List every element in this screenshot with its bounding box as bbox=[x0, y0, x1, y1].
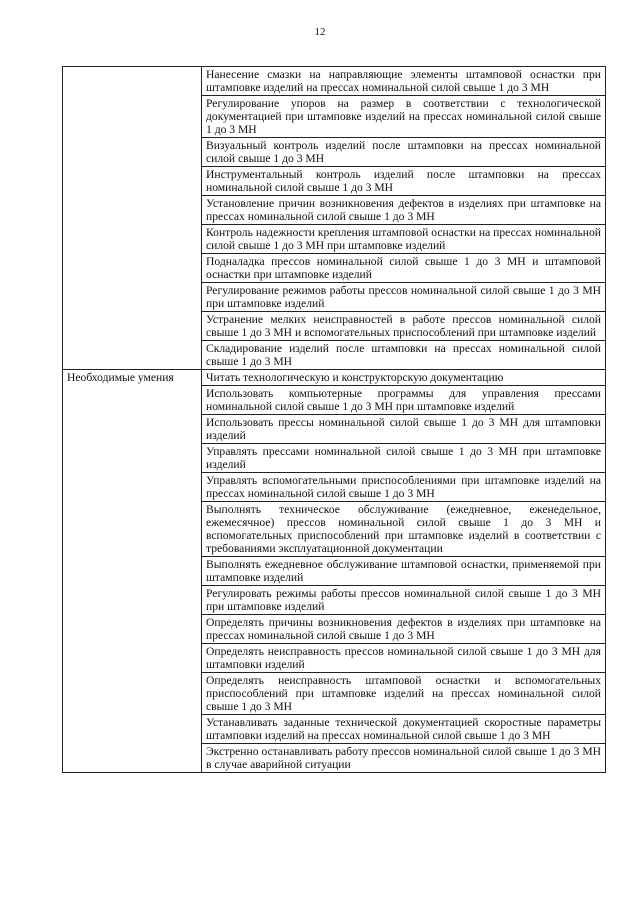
requirement-text: Контроль надежности крепления штамповой оснастки на прессах номинальной силой свыше 1 до 3 МН при штамповке изделий bbox=[202, 225, 606, 254]
table-row bbox=[63, 370, 606, 386]
requirement-text: Определять неисправность штамповой оснастки и вспомогательных приспособлений при штамповке изделий на прессах номинальной силой свыше 1 до 3 МН bbox=[202, 673, 606, 715]
requirement-text: Установление причин возникновения дефектов в изделиях при штамповке на прессах номинальной силой свыше 1 до 3 МН bbox=[202, 196, 606, 225]
requirement-text: Устранение мелких неисправностей в работе прессов номинальной силой свыше 1 до 3 МН и вспомогательных приспособлений при штамповке изделий bbox=[202, 312, 606, 341]
requirement-text: Использовать прессы номинальной силой свыше 1 до 3 МН для штамповки изделий bbox=[202, 415, 606, 444]
table-row bbox=[63, 67, 606, 96]
requirement-text: Регулирование режимов работы прессов номинальной силой свыше 1 до 3 МН при штамповке изделий bbox=[202, 283, 606, 312]
requirement-text: Визуальный контроль изделий после штамповки на прессах номинальной силой свыше 1 до 3 МН bbox=[202, 138, 606, 167]
requirement-text: Подналадка прессов номинальной силой свыше 1 до 3 МН и штамповой оснастки при штамповке изделий bbox=[202, 254, 606, 283]
requirements-table bbox=[62, 66, 606, 773]
table-body bbox=[63, 67, 606, 773]
requirement-text: Нанесение смазки на направляющие элементы штамповой оснастки при штамповке изделий на прессах номинальной силой свыше 1 до 3 МН bbox=[202, 67, 606, 96]
requirement-text: Использовать компьютерные программы для управления прессами номинальной силой свыше 1 до 3 МН при штамповке изделий bbox=[202, 386, 606, 415]
requirement-text: Выполнять ежедневное обслуживание штамповой оснастки, применяемой при штамповке изделий bbox=[202, 557, 606, 586]
requirement-text: Экстренно останавливать работу прессов номинальной силой свыше 1 до 3 МН в случае аварийной ситуации bbox=[202, 744, 606, 773]
requirement-text: Устанавливать заданные технической документацией скоростные параметры штамповки изделий на прессах номинальной силой свыше 1 до 3 МН bbox=[202, 715, 606, 744]
requirement-text: Инструментальный контроль изделий после штамповки на прессах номинальной силой свыше 1 до 3 МН bbox=[202, 167, 606, 196]
requirement-text: Выполнять техническое обслуживание (ежедневное, еженедельное, ежемесячное) прессов номинальной силой свыше 1 до 3 МН и вспомогательных приспособлений при штамповке изделий в соответствии с требованиями эксплуатационной документации bbox=[202, 502, 606, 557]
page-number: 12 bbox=[314, 26, 326, 38]
requirement-text: Определять причины возникновения дефектов в изделиях при штамповке на прессах номинальной силой свыше 1 до 3 МН bbox=[202, 615, 606, 644]
requirement-text: Определять неисправность прессов номинальной силой свыше 1 до 3 МН для штамповки изделий bbox=[202, 644, 606, 673]
requirement-text: Читать технологическую и конструкторскую документацию bbox=[202, 370, 606, 386]
requirement-text: Складирование изделий после штамповки на прессах номинальной силой свыше 1 до 3 МН bbox=[202, 341, 606, 370]
requirement-text: Управлять прессами номинальной силой свыше 1 до 3 МН при штамповке изделий bbox=[202, 444, 606, 473]
section-label: Необходимые умения bbox=[63, 370, 202, 773]
requirement-text: Управлять вспомогательными приспособлениями при штамповке изделий на прессах номинальной силой свыше 1 до 3 МН bbox=[202, 473, 606, 502]
section-label bbox=[63, 67, 202, 370]
requirement-text: Регулировать режимы работы прессов номинальной силой свыше 1 до 3 МН при штамповке изделий bbox=[202, 586, 606, 615]
requirement-text: Регулирование упоров на размер в соответствии с технологической документацией при штамповке изделий на прессах номинальной силой свыше 1 до 3 МН bbox=[202, 96, 606, 138]
